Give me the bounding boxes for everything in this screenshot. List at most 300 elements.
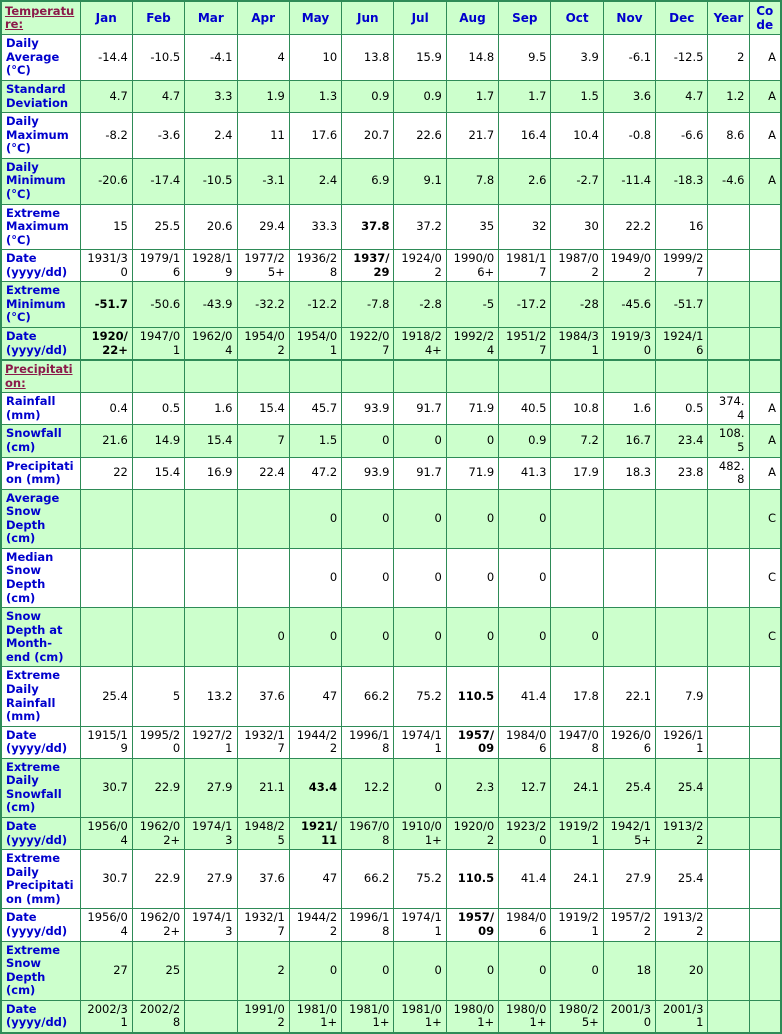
data-cell: 29.4: [237, 204, 289, 250]
data-cell: -2.8: [394, 282, 446, 328]
data-cell: 1.6: [603, 393, 655, 425]
table-row: [1, 850, 781, 909]
data-cell: [603, 548, 655, 607]
data-cell: 17.9: [551, 457, 603, 489]
row-label: Extreme Minimum (°C): [1, 282, 80, 328]
data-cell: 25: [132, 941, 184, 1000]
data-cell: 66.2: [342, 850, 394, 909]
row-label: Date (yyyy/dd): [1, 328, 80, 361]
data-cell: -4.1: [185, 35, 237, 81]
data-cell: 9.1: [394, 158, 446, 204]
data-cell: 1.7: [446, 81, 498, 113]
data-cell: 0: [394, 758, 446, 817]
table-row: [1, 667, 781, 726]
data-cell: -14.4: [80, 35, 132, 81]
data-cell: 1937/29: [342, 250, 394, 282]
data-cell: 16: [656, 204, 708, 250]
code-cell: [749, 726, 781, 758]
row-label: Snow Depth at Month-end (cm): [1, 608, 80, 667]
data-cell: 1919/30: [603, 328, 655, 361]
data-cell: 482.8: [708, 457, 749, 489]
data-cell: 1926/06: [603, 726, 655, 758]
table-row: [1, 909, 781, 941]
column-header-may: May: [289, 1, 341, 35]
data-cell: 1923/20: [499, 818, 551, 850]
data-cell: 1936/28: [289, 250, 341, 282]
data-cell: [80, 489, 132, 548]
column-header-apr: Apr: [237, 1, 289, 35]
data-cell: -17.2: [499, 282, 551, 328]
data-cell: 0: [446, 548, 498, 607]
data-cell: 0: [394, 425, 446, 457]
data-cell: 1926/11: [656, 726, 708, 758]
data-cell: 0: [394, 548, 446, 607]
code-cell: A: [749, 393, 781, 425]
data-cell: -10.5: [132, 35, 184, 81]
data-cell: 71.9: [446, 393, 498, 425]
data-cell: 10.8: [551, 393, 603, 425]
data-cell: 21.7: [446, 113, 498, 159]
data-cell: [185, 608, 237, 667]
data-cell: 27.9: [185, 850, 237, 909]
data-cell: 13.2: [185, 667, 237, 726]
data-cell: 3.3: [185, 81, 237, 113]
data-cell: 1942/15+: [603, 818, 655, 850]
data-cell: [708, 608, 749, 667]
section-header-filler-cell: [551, 360, 603, 393]
data-cell: 2.4: [289, 158, 341, 204]
data-cell: [80, 608, 132, 667]
section-header-filler-cell: [132, 360, 184, 393]
data-cell: 75.2: [394, 667, 446, 726]
code-cell: C: [749, 608, 781, 667]
data-cell: 2001/31: [656, 1000, 708, 1033]
data-cell: 1962/02+: [132, 909, 184, 941]
data-cell: 27.9: [603, 850, 655, 909]
data-cell: 2.6: [499, 158, 551, 204]
column-header-jul: Jul: [394, 1, 446, 35]
data-cell: 22.9: [132, 758, 184, 817]
data-cell: [551, 548, 603, 607]
data-cell: 17.6: [289, 113, 341, 159]
data-cell: 6.9: [342, 158, 394, 204]
data-cell: 1984/06: [499, 726, 551, 758]
code-cell: [749, 328, 781, 361]
data-cell: -45.6: [603, 282, 655, 328]
data-cell: [708, 548, 749, 607]
data-cell: 35: [446, 204, 498, 250]
data-cell: 1920/22+: [80, 328, 132, 361]
section-header-filler-cell: [80, 360, 132, 393]
data-cell: 41.4: [499, 667, 551, 726]
data-cell: -3.1: [237, 158, 289, 204]
section-header-filler-cell: [446, 360, 498, 393]
data-cell: 1947/01: [132, 328, 184, 361]
data-cell: 1913/22: [656, 818, 708, 850]
data-cell: 10: [289, 35, 341, 81]
data-cell: 37.6: [237, 850, 289, 909]
data-cell: 1996/18: [342, 726, 394, 758]
data-cell: 32: [499, 204, 551, 250]
data-cell: 0.9: [342, 81, 394, 113]
data-cell: -17.4: [132, 158, 184, 204]
data-cell: [708, 1000, 749, 1033]
data-cell: 110.5: [446, 667, 498, 726]
data-cell: -4.6: [708, 158, 749, 204]
table-row: [1, 608, 781, 667]
table-row: [1, 81, 781, 113]
data-cell: 1948/25: [237, 818, 289, 850]
row-label: Extreme Daily Rainfall (mm): [1, 667, 80, 726]
data-cell: 25.4: [80, 667, 132, 726]
data-cell: 1.5: [551, 81, 603, 113]
section-header-filler-cell: [499, 360, 551, 393]
data-cell: 25.4: [656, 850, 708, 909]
data-cell: [708, 758, 749, 817]
code-cell: [749, 850, 781, 909]
data-cell: 91.7: [394, 457, 446, 489]
data-cell: 22.6: [394, 113, 446, 159]
row-label: Daily Average (°C): [1, 35, 80, 81]
data-cell: -43.9: [185, 282, 237, 328]
table-row: [1, 818, 781, 850]
data-cell: -3.6: [132, 113, 184, 159]
data-cell: [708, 726, 749, 758]
data-cell: 0: [551, 608, 603, 667]
data-cell: 1981/01+: [342, 1000, 394, 1033]
data-cell: [603, 608, 655, 667]
data-cell: 25.4: [603, 758, 655, 817]
data-cell: [185, 548, 237, 607]
column-header-jan: Jan: [80, 1, 132, 35]
code-cell: [749, 1000, 781, 1033]
row-label: Extreme Daily Precipitation (mm): [1, 850, 80, 909]
column-header-year: Year: [708, 1, 749, 35]
data-cell: 1984/31: [551, 328, 603, 361]
table-row: [1, 548, 781, 607]
data-cell: 93.9: [342, 393, 394, 425]
data-cell: 21.1: [237, 758, 289, 817]
data-cell: 1915/19: [80, 726, 132, 758]
data-cell: 0.9: [394, 81, 446, 113]
data-cell: 11: [237, 113, 289, 159]
row-label: Date (yyyy/dd): [1, 1000, 80, 1033]
data-cell: 30.7: [80, 758, 132, 817]
code-cell: [749, 758, 781, 817]
data-cell: 1962/04: [185, 328, 237, 361]
data-cell: 4.7: [656, 81, 708, 113]
data-cell: 1956/04: [80, 909, 132, 941]
data-cell: 22.9: [132, 850, 184, 909]
data-cell: 12.7: [499, 758, 551, 817]
data-cell: [603, 489, 655, 548]
data-cell: 21.6: [80, 425, 132, 457]
data-cell: 2002/31: [80, 1000, 132, 1033]
data-cell: 0: [237, 608, 289, 667]
data-cell: -8.2: [80, 113, 132, 159]
data-cell: -10.5: [185, 158, 237, 204]
row-label: Extreme Snow Depth (cm): [1, 941, 80, 1000]
data-cell: [185, 941, 237, 1000]
data-cell: 1910/01+: [394, 818, 446, 850]
data-cell: 1918/24+: [394, 328, 446, 361]
data-cell: 0: [394, 608, 446, 667]
data-cell: -51.7: [656, 282, 708, 328]
data-cell: -12.5: [656, 35, 708, 81]
table-row: [1, 250, 781, 282]
code-cell: A: [749, 425, 781, 457]
data-cell: 22.1: [603, 667, 655, 726]
data-cell: 43.4: [289, 758, 341, 817]
data-cell: 15.4: [185, 425, 237, 457]
data-cell: 1954/01: [289, 328, 341, 361]
column-header-feb: Feb: [132, 1, 184, 35]
table-row: [1, 204, 781, 250]
data-cell: 1984/06: [499, 909, 551, 941]
column-header-nov: Nov: [603, 1, 655, 35]
data-cell: [708, 204, 749, 250]
data-cell: 0: [446, 941, 498, 1000]
data-cell: 66.2: [342, 667, 394, 726]
data-cell: 22.2: [603, 204, 655, 250]
data-cell: 1913/22: [656, 909, 708, 941]
data-cell: 1920/02: [446, 818, 498, 850]
data-cell: 1995/20: [132, 726, 184, 758]
data-cell: 3.6: [603, 81, 655, 113]
data-cell: [708, 941, 749, 1000]
data-cell: [708, 667, 749, 726]
data-cell: 4.7: [80, 81, 132, 113]
section-header-filler-cell: [342, 360, 394, 393]
data-cell: [708, 850, 749, 909]
data-cell: -18.3: [656, 158, 708, 204]
data-cell: 12.2: [342, 758, 394, 817]
data-cell: 1928/19: [185, 250, 237, 282]
data-cell: -51.7: [80, 282, 132, 328]
column-header-mar: Mar: [185, 1, 237, 35]
data-cell: 30: [551, 204, 603, 250]
row-label: Snowfall (cm): [1, 425, 80, 457]
table-row: [1, 393, 781, 425]
table-row: [1, 1000, 781, 1033]
data-cell: 0: [499, 941, 551, 1000]
row-label: Precipitation (mm): [1, 457, 80, 489]
data-cell: 1931/30: [80, 250, 132, 282]
column-header-jun: Jun: [342, 1, 394, 35]
row-label: Date (yyyy/dd): [1, 909, 80, 941]
code-cell: A: [749, 81, 781, 113]
data-cell: 1954/02: [237, 328, 289, 361]
data-cell: 7.9: [656, 667, 708, 726]
row-label: Average Snow Depth (cm): [1, 489, 80, 548]
data-cell: -5: [446, 282, 498, 328]
data-cell: 47: [289, 667, 341, 726]
data-cell: 1957/09: [446, 909, 498, 941]
data-cell: 1996/18: [342, 909, 394, 941]
row-label: Date (yyyy/dd): [1, 726, 80, 758]
data-cell: -2.7: [551, 158, 603, 204]
data-cell: 22: [80, 457, 132, 489]
data-cell: 37.8: [342, 204, 394, 250]
section-header-row-precipitation: [1, 360, 781, 393]
column-header-oct: Oct: [551, 1, 603, 35]
data-cell: 5: [132, 667, 184, 726]
section-header-filler-cell: [289, 360, 341, 393]
section-header-filler-cell: [656, 360, 708, 393]
data-cell: 22.4: [237, 457, 289, 489]
data-cell: 1999/27: [656, 250, 708, 282]
data-cell: [80, 548, 132, 607]
data-cell: 20.7: [342, 113, 394, 159]
data-cell: 0.5: [656, 393, 708, 425]
data-cell: 1932/17: [237, 909, 289, 941]
data-cell: 7.2: [551, 425, 603, 457]
data-cell: 41.4: [499, 850, 551, 909]
data-cell: [185, 1000, 237, 1033]
data-cell: 0: [499, 608, 551, 667]
data-cell: 2002/28: [132, 1000, 184, 1033]
table-row: [1, 726, 781, 758]
data-cell: -50.6: [132, 282, 184, 328]
data-cell: 27.9: [185, 758, 237, 817]
row-label: Daily Minimum (°C): [1, 158, 80, 204]
data-cell: 37.6: [237, 667, 289, 726]
data-cell: 1990/06+: [446, 250, 498, 282]
data-cell: 18: [603, 941, 655, 1000]
data-cell: -20.6: [80, 158, 132, 204]
row-label: Extreme Maximum (°C): [1, 204, 80, 250]
data-cell: 2: [708, 35, 749, 81]
row-label: Daily Maximum (°C): [1, 113, 80, 159]
data-cell: -12.2: [289, 282, 341, 328]
data-cell: [708, 489, 749, 548]
data-cell: 40.5: [499, 393, 551, 425]
data-cell: 0: [289, 608, 341, 667]
data-cell: 0: [446, 425, 498, 457]
data-cell: [708, 282, 749, 328]
data-cell: 7.8: [446, 158, 498, 204]
data-cell: 2.3: [446, 758, 498, 817]
section-header-filler-cell: [394, 360, 446, 393]
table-row: [1, 35, 781, 81]
data-cell: 13.8: [342, 35, 394, 81]
table-row: [1, 158, 781, 204]
data-cell: 24.1: [551, 758, 603, 817]
data-cell: 0: [446, 489, 498, 548]
code-cell: [749, 204, 781, 250]
data-cell: 0: [289, 489, 341, 548]
data-cell: 1981/01+: [289, 1000, 341, 1033]
data-cell: 1981/01+: [394, 1000, 446, 1033]
data-cell: [708, 328, 749, 361]
data-cell: 1922/07: [342, 328, 394, 361]
data-cell: 1979/16: [132, 250, 184, 282]
data-cell: 71.9: [446, 457, 498, 489]
data-cell: 1980/01+: [499, 1000, 551, 1033]
row-label: Date (yyyy/dd): [1, 818, 80, 850]
data-cell: 1987/02: [551, 250, 603, 282]
data-cell: 1974/13: [185, 818, 237, 850]
table-row: [1, 425, 781, 457]
data-cell: 0: [394, 941, 446, 1000]
data-cell: 0.9: [499, 425, 551, 457]
row-label: Rainfall (mm): [1, 393, 80, 425]
data-cell: 7: [237, 425, 289, 457]
code-cell: A: [749, 113, 781, 159]
data-cell: 0: [551, 941, 603, 1000]
table-row: [1, 941, 781, 1000]
code-cell: A: [749, 35, 781, 81]
data-cell: 0: [394, 489, 446, 548]
data-cell: [656, 548, 708, 607]
data-cell: 20.6: [185, 204, 237, 250]
data-cell: 1.7: [499, 81, 551, 113]
data-cell: [708, 818, 749, 850]
table-header: [1, 1, 781, 35]
row-label: Standard Deviation: [1, 81, 80, 113]
data-cell: -0.8: [603, 113, 655, 159]
data-cell: 1919/21: [551, 818, 603, 850]
table-body: [1, 35, 781, 1033]
section-header-filler-cell: [603, 360, 655, 393]
data-cell: 1.9: [237, 81, 289, 113]
data-cell: 10.4: [551, 113, 603, 159]
data-cell: [185, 489, 237, 548]
data-cell: 1981/17: [499, 250, 551, 282]
row-label: Extreme Daily Snowfall (cm): [1, 758, 80, 817]
header-row: [1, 1, 781, 35]
table-row: [1, 758, 781, 817]
data-cell: 25.4: [656, 758, 708, 817]
data-cell: 8.6: [708, 113, 749, 159]
table-row: [1, 113, 781, 159]
data-cell: 18.3: [603, 457, 655, 489]
data-cell: 27: [80, 941, 132, 1000]
data-cell: 0: [342, 608, 394, 667]
data-cell: 1980/01+: [446, 1000, 498, 1033]
data-cell: 1962/02+: [132, 818, 184, 850]
section-header-filler-cell: [708, 360, 749, 393]
data-cell: 1919/21: [551, 909, 603, 941]
code-cell: C: [749, 548, 781, 607]
data-cell: 1974/11: [394, 726, 446, 758]
code-cell: [749, 250, 781, 282]
section-header-filler-cell: [185, 360, 237, 393]
column-header-dec: Dec: [656, 1, 708, 35]
data-cell: 1991/02: [237, 1000, 289, 1033]
data-cell: [656, 608, 708, 667]
data-cell: 110.5: [446, 850, 498, 909]
data-cell: 1956/04: [80, 818, 132, 850]
section-header-precipitation: Precipitation:: [1, 360, 80, 393]
data-cell: 47: [289, 850, 341, 909]
data-cell: -32.2: [237, 282, 289, 328]
code-cell: C: [749, 489, 781, 548]
code-cell: [749, 282, 781, 328]
data-cell: [708, 909, 749, 941]
table-row: [1, 328, 781, 361]
data-cell: 37.2: [394, 204, 446, 250]
data-cell: 24.1: [551, 850, 603, 909]
section-header-filler-cell: [749, 360, 781, 393]
data-cell: 30.7: [80, 850, 132, 909]
data-cell: 23.8: [656, 457, 708, 489]
data-cell: 15.9: [394, 35, 446, 81]
data-cell: 1974/11: [394, 909, 446, 941]
data-cell: 3.9: [551, 35, 603, 81]
data-cell: 15.4: [132, 457, 184, 489]
data-cell: -7.8: [342, 282, 394, 328]
